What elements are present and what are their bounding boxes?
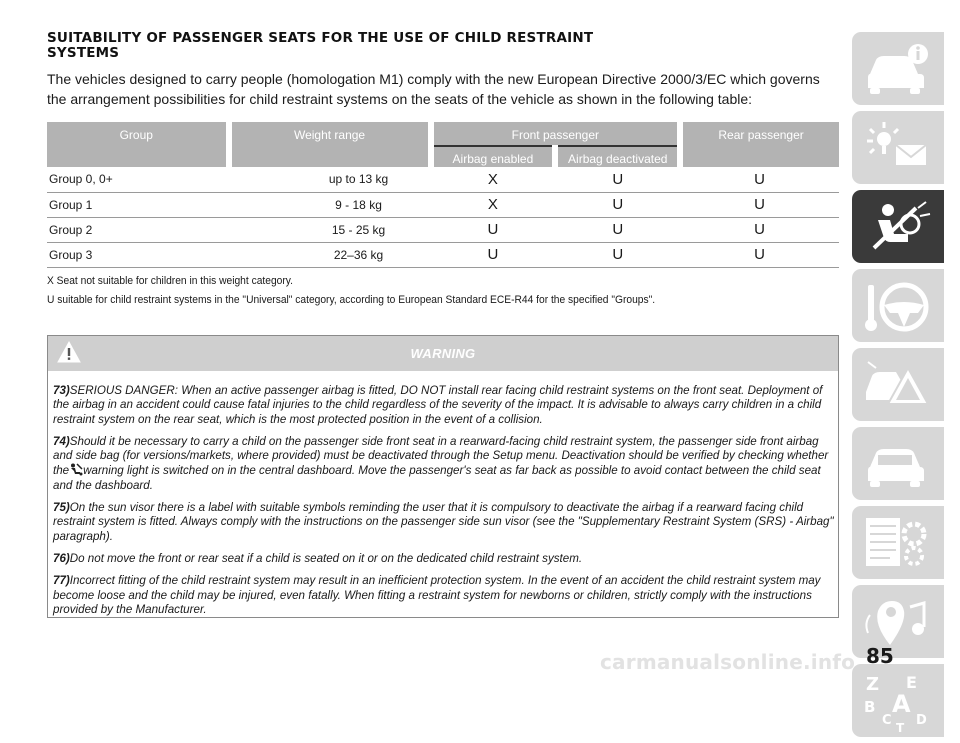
cell-rear: U [680, 167, 839, 192]
table-row [47, 217, 839, 242]
cell-rear: U [680, 242, 839, 267]
tab-safety[interactable] [852, 190, 944, 263]
page-number: 85 [866, 644, 894, 668]
index-letter-a: A [892, 690, 911, 718]
child-seat-suitability-table [47, 122, 839, 268]
cell-group: Group 3 [47, 242, 229, 267]
tab-emergency[interactable] [852, 348, 944, 421]
warning-text: On the sun visor there is a label with suitable symbols reminding the user that it is compulsory to deactivate the airbag if a rearward facing child restraint system is fitted. Always comply with the instructions on the passenger side sun visor (see the "Supplementary Restraint System (SRS) - Airbag" paragraph). [53, 501, 834, 543]
cell-airbag-deactivated: U [555, 167, 680, 192]
steering-wheel-icon [860, 277, 936, 335]
warning-item [53, 435, 834, 493]
technical-data-icon [860, 514, 936, 572]
warning-text: Should it be necessary to carry a child on the passenger side front seat in a rearward-facing child restraint system, the passenger side front airbag and side bag (for versions/markets, where provided) must be deactivated through the Setup menu. Deactivation should be verified by checking whether the [53, 434, 829, 478]
car-maintenance-icon [860, 435, 936, 493]
dashboard-lights-icon [860, 119, 936, 177]
warning-item [53, 501, 834, 544]
cell-airbag-enabled: X [431, 192, 556, 217]
index-letter-e: E [906, 673, 917, 692]
main-content [47, 31, 839, 310]
header-rear-passenger: Rear passenger [680, 122, 839, 167]
index-letter-z: Z [866, 674, 880, 695]
index-letter-d: D [916, 713, 927, 728]
warning-header [48, 336, 838, 371]
cell-airbag-enabled: U [431, 217, 556, 242]
warning-number: 77) [53, 574, 70, 588]
airbag-off-warning-light-icon [69, 463, 83, 476]
cell-weight: 22–36 kg [229, 242, 431, 267]
emergency-car-icon [860, 356, 936, 414]
cell-rear: U [680, 192, 839, 217]
warning-body [48, 371, 838, 617]
warning-number: 76) [53, 551, 70, 565]
cell-weight: 9 - 18 kg [229, 192, 431, 217]
cell-airbag-enabled: X [431, 167, 556, 192]
header-airbag-deactivated: Airbag deactivated [555, 146, 680, 167]
warning-text: SERIOUS DANGER: When an active passenger airbag is fitted, DO NOT install rear facing child restraint systems on the front seat. Deployment of the airbag in an accident could cause fatal injuries to the child regardless of the severity of the impact. It is advisable to always carry children in a child restraint system on the rear seat, which is the most protected position in the event of a collision. [53, 384, 823, 426]
table-row [47, 167, 839, 192]
cell-airbag-deactivated: U [555, 192, 680, 217]
warning-item [53, 574, 834, 617]
header-airbag-enabled: Airbag enabled [431, 146, 556, 167]
chapter-sidebar [852, 32, 944, 743]
table-row [47, 192, 839, 217]
warning-number: 75) [53, 501, 70, 515]
multimedia-icon [860, 593, 936, 651]
tab-dashboard-lights[interactable] [852, 111, 944, 184]
warning-text-continued: warning light is switched on in the central dashboard. Move the passenger's seat as far back as possible to avoid contact between the child seat and the dashboard. [53, 464, 821, 492]
legend-x: X Seat not suitable for children in this weight category. [47, 274, 293, 287]
car-info-icon [860, 40, 936, 98]
watermark: carmanualsonline.info [600, 650, 856, 674]
cell-weight: 15 - 25 kg [229, 217, 431, 242]
index-letter-b: B [864, 698, 876, 716]
cell-airbag-deactivated: U [555, 217, 680, 242]
warning-number: 73) [53, 384, 70, 397]
tab-maintenance[interactable] [852, 427, 944, 500]
cell-group: Group 0, 0+ [47, 167, 229, 192]
index-letter-t: T [896, 721, 905, 735]
cell-airbag-deactivated: U [555, 242, 680, 267]
cell-group: Group 2 [47, 217, 229, 242]
header-front-passenger: Front passenger [431, 122, 681, 146]
tab-index[interactable] [852, 664, 944, 737]
intro-paragraph: The vehicles designed to carry people (homologation M1) comply with the new European Directive 2000/3/EC which governs the arrangement possibilities for child restraint systems on the seats of the vehicle as shown in the following table: [47, 71, 820, 107]
warning-text: Do not move the front or rear seat if a child is seated on it or on the dedicated child restraint system. [69, 551, 583, 565]
index-letter-c: C [882, 713, 892, 728]
tab-starting-driving[interactable] [852, 269, 944, 342]
header-weight-range: Weight range [229, 122, 431, 167]
warning-text: Incorrect fitting of the child restraint system may result in an inefficient protection system. In the event of an accident the child restraint system may become loose and the child may be injured, even fatally. When fitting a restraint system for newborns or children, strictly comply with the instructions provided by the Manufacturer. [53, 574, 821, 616]
warning-box [47, 335, 839, 618]
warning-item [53, 384, 834, 427]
cell-airbag-enabled: U [431, 242, 556, 267]
tab-technical-data[interactable] [852, 506, 944, 579]
section-title: SUITABILITY OF PASSENGER SEATS FOR THE USE OF CHILD RESTRAINT SYSTEMS [47, 30, 594, 61]
warning-number: 74) [53, 434, 70, 448]
cell-group: Group 1 [47, 192, 229, 217]
cell-weight: up to 13 kg [229, 167, 431, 192]
tab-car-info[interactable] [852, 32, 944, 105]
index-icon [860, 672, 936, 734]
warning-title: WARNING [410, 346, 476, 361]
cell-rear: U [680, 217, 839, 242]
warning-item [53, 552, 834, 566]
legend-u: U suitable for child restraint systems in the "Universal" category, according to European Standard ECE-R44 for the specified "Groups". [47, 293, 656, 306]
safety-airbag-icon [860, 198, 936, 256]
table-row [47, 242, 839, 267]
header-group: Group [47, 122, 229, 167]
table-legend [47, 272, 839, 310]
